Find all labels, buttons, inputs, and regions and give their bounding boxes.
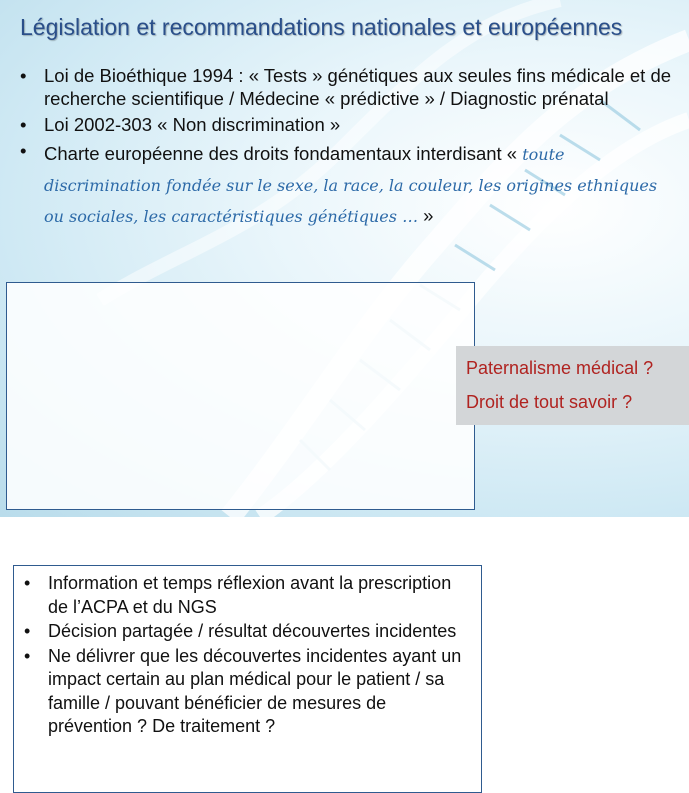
slide-title: Législation et recommandations nationales et européennes	[20, 14, 623, 40]
bullet-non-discrimination-law: • Loi 2002-303 « Non discrimination »	[20, 113, 675, 136]
bullet-bioethics-law: • Loi de Bioéthique 1994 : « Tests » génétiques aux seules fins médicale et de recherche scientifique / Médecine « prédictive » / Diagnostic prénatal	[20, 64, 675, 110]
charter-close: »	[423, 205, 434, 226]
box-bullet-incidental-findings: • Ne délivrer que les découvertes incidentes ayant un impact certain au plan médical pour le patient / sa famille / pouvant bénéficier de mesures de prévention ? De traitement ?	[24, 645, 473, 739]
question-right-to-know: Droit de tout savoir ?	[466, 392, 633, 412]
question-paternalism: Paternalisme médical ?	[466, 358, 654, 378]
main-bullet-list	[20, 64, 675, 235]
charter-quote: toute discrimination fondée sur le sexe, la race, la couleur, les origines ethniques ou sociales, les caractéristiques génétiques …	[44, 145, 658, 226]
box-bullet-shared-decision: • Décision partagée / résultat découvertes incidentes	[24, 620, 473, 644]
side-questions-box	[456, 346, 689, 425]
bullet-european-charter	[20, 139, 675, 232]
box-bullet-information: • Information et temps réflexion avant la prescription de l’ACPA et du NGS	[24, 572, 473, 619]
recommendations-box	[6, 282, 475, 736]
charter-intro: Charte européenne des droits fondamentaux interdisant «	[44, 143, 523, 164]
